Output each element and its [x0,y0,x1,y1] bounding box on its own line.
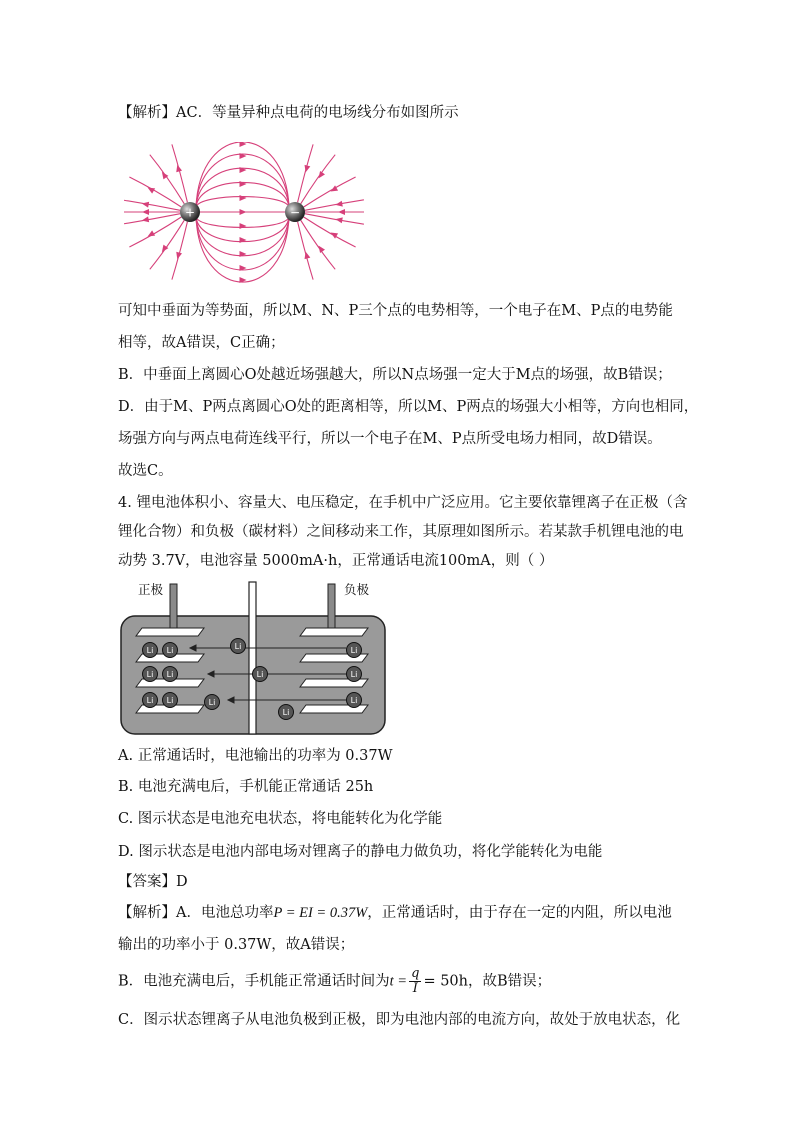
lithium-ion-label: Li [256,670,264,679]
lithium-ion-label: Li [350,696,358,705]
negative-charge-sign: − [289,205,301,220]
lithium-ion-label: Li [146,646,154,655]
lithium-ion-label: Li [146,696,154,705]
analysis2-a-prefix: 【解析】A．电池总功率 [118,905,274,921]
analysis-line-2: 相等，故A错误，C正确； [118,335,285,351]
option-d: D. 图示状态是电池内部电场对锂离子的静电力做负功，将化学能转化为电能 [118,844,603,860]
positive-charge-sign: + [184,205,196,220]
time-variable: t = [389,973,408,990]
fraction-denominator: I [412,981,418,996]
field-line-positive [172,144,188,202]
lithium-ion-label: Li [166,646,174,655]
field-line-positive [172,222,188,280]
field-line-arc [196,182,289,207]
lithium-ion-label: Li [350,646,358,655]
field-arrow [141,201,149,208]
battery-figure [118,578,390,738]
lithium-ion-label: Li [350,670,358,679]
field-line-arc [196,217,289,242]
negative-electrode-rod [328,584,335,634]
lithium-ion-label: Li [166,696,174,705]
field-line-negative [305,200,364,211]
field-arrow [338,209,345,215]
option-c: C. 图示状态是电池充电状态，将电能转化为化学能 [118,811,443,827]
separator [249,582,256,734]
field-line-positive [150,220,185,269]
analysis2-line-a [118,903,672,923]
analysis2-line-a2: 输出的功率小于 0.37W，故A错误； [118,937,355,953]
time-fraction [409,967,421,996]
question-4-line-3: 动势 3.7V，电池容量 5000mA·h，正常通话电流100mA，则（ ） [118,553,554,569]
question-4-line-2: 锂化合物）和负极（碳材料）之间移动来工作，其原理如图所示。若某款手机锂电池的电 [118,524,684,540]
power-formula: P = EI = 0.37W [273,905,368,921]
analysis2-a-suffix: ，正常通话时，由于存在一定的内阻，所以电池 [367,905,672,921]
positive-plate [136,628,204,636]
analysis-line-3: B．中垂面上离圆心O处越近场强越大，所以N点场强一定大于M点的场强，故B错误； [118,367,672,383]
answer: 【答案】D [118,874,188,890]
analysis-line-6: 故选C。 [118,463,173,479]
field-line-negative [301,220,336,269]
negative-plate [300,628,368,636]
field-line-negative [298,144,314,202]
field-line-negative [305,214,364,225]
analysis2-b-suffix: ，故B错误； [468,973,552,990]
lithium-ion-label: Li [166,670,174,679]
lithium-ion-label: Li [282,708,290,717]
time-result: = 50h [423,973,468,990]
field-arrow [240,142,247,147]
field-line-arc [196,217,289,256]
analysis2-b-prefix: B．电池充满电后，手机能正常通话时间为 [118,973,390,990]
option-a: A. 正常通话时，电池输出的功率为 0.37W [118,748,393,764]
field-line-negative [301,155,336,204]
negative-label: 负极 [344,582,370,597]
field-arrow [141,216,149,223]
field-line-negative [298,222,314,280]
lithium-ion-label: Li [208,698,216,707]
field-arrow [142,209,149,215]
question-4-line-1: 4. 锂电池体积小、容量大、电压稳定，在手机中广泛应用。它主要依靠锂离子在正极（含 [118,495,688,511]
field-line-positive [150,155,185,204]
fraction-numerator: q [411,966,420,981]
field-arrow [303,165,311,173]
positive-label: 正极 [138,582,164,597]
dipole-field-figure [124,142,364,284]
analysis-line-4: D．由于M、P两点离圆心O处的距离相等，所以M、P两点的场强大小相等，方向也相同， [118,399,699,415]
positive-electrode-rod [170,584,177,634]
analysis-header: 【解析】AC．等量异种点电荷的电场线分布如图所示 [118,105,459,121]
field-arrow [240,195,247,201]
lithium-ion-label: Li [146,670,154,679]
analysis2-line-b [118,967,551,996]
analysis-line-5: 场强方向与两点电荷连线平行，所以一个电子在M、P点所受电场力相同，故D错误。 [118,431,662,447]
field-line-arc [196,168,289,207]
analysis2-line-c: C．图示状态锂离子从电池负极到正极，即为电池内部的电流方向，故处于放电状态，化 [118,1012,681,1028]
field-arrow [240,223,247,229]
option-b: B. 电池充满电后，手机能正常通话 25h [118,779,374,795]
lithium-ion-label: Li [234,642,242,651]
field-arrow [240,209,247,215]
field-arrow [303,251,311,259]
analysis-line-1: 可知中垂面为等势面，所以M、N、P三个点的电势相等，一个电子在M、P点的电势能 [118,303,673,319]
